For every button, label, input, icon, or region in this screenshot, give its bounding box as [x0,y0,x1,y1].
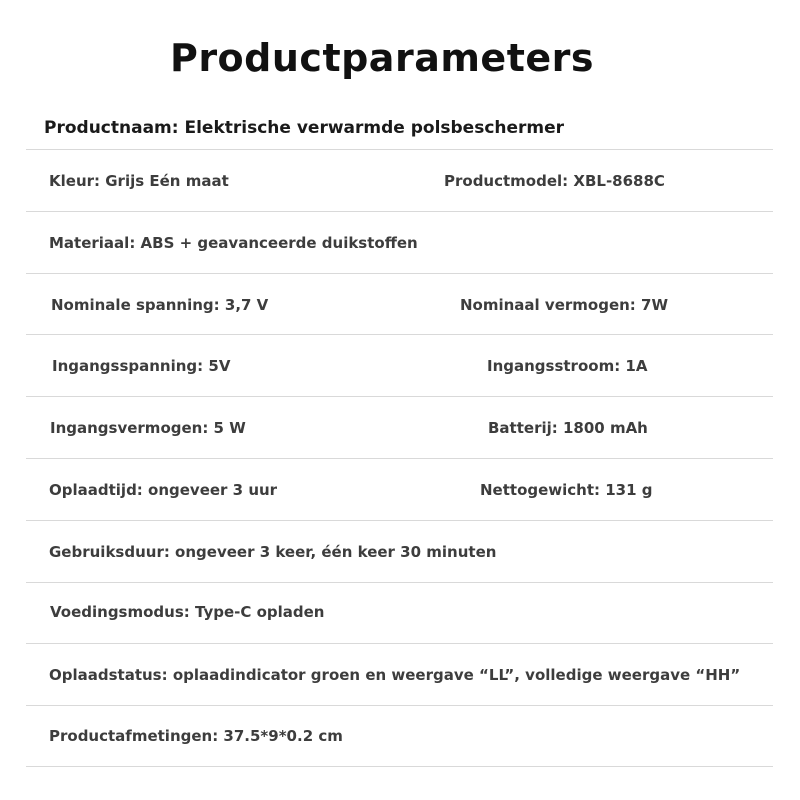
divider [26,643,773,644]
page-title: Productparameters [169,36,595,80]
param-productmodel: Productmodel: XBL-8688C [444,172,665,190]
divider [26,520,773,521]
param-materiaal: Materiaal: ABS + geavanceerde duikstoffen [49,234,418,252]
param-oplaadtijd: Oplaadtijd: ongeveer 3 uur [49,481,278,499]
param-ingangsstroom: Ingangsstroom: 1A [487,357,648,375]
param-nominale-spanning: Nominale spanning: 3,7 V [51,296,269,314]
divider [26,273,773,274]
divider [26,149,773,150]
divider [26,705,773,706]
divider [26,582,773,583]
param-ingangsvermogen: Ingangsvermogen: 5 W [50,419,246,437]
param-gebruiksduur: Gebruiksduur: ongeveer 3 keer, één keer 30 minuten [49,543,497,561]
param-voedingsmodus: Voedingsmodus: Type-C opladen [50,603,325,621]
divider [26,396,773,397]
param-batterij: Batterij: 1800 mAh [488,419,648,437]
param-nettogewicht: Nettogewicht: 131 g [480,481,653,499]
divider [26,211,773,212]
divider [26,766,773,767]
param-oplaadstatus: Oplaadstatus: oplaadindicator groen en weergave “LL”, volledige weergave “HH” [49,666,741,684]
param-productafmetingen: Productafmetingen: 37.5*9*0.2 cm [49,727,343,745]
param-kleur: Kleur: Grijs Eén maat [49,172,229,190]
param-ingangsspanning: Ingangsspanning: 5V [52,357,231,375]
product-name: Productnaam: Elektrische verwarmde polsbeschermer [44,118,565,138]
divider [26,458,773,459]
param-nominaal-vermogen: Nominaal vermogen: 7W [460,296,668,314]
divider [26,334,773,335]
